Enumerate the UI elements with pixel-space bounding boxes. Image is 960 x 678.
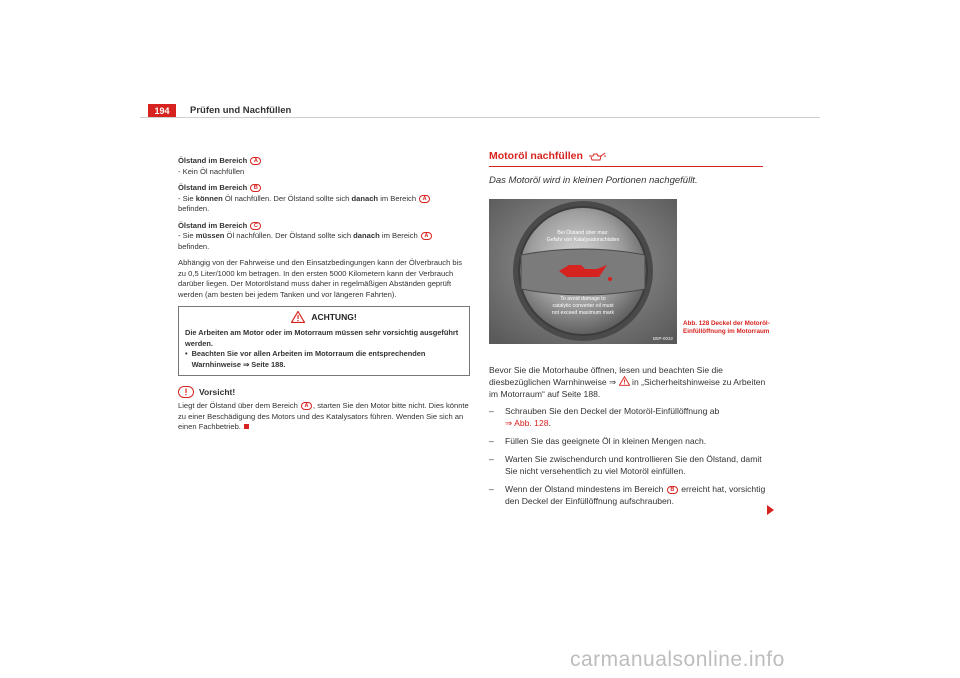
step-text (505, 483, 769, 507)
text-fragment: im Bereich (378, 193, 419, 203)
safety-paragraph (489, 364, 769, 400)
warning-triangle-icon (619, 376, 630, 386)
text-fragment: erreicht hat, vorsichtig den Deckel der Einfüllöffnung aufschrauben. (505, 484, 766, 506)
instructions (489, 364, 769, 513)
cap-text-de-1: Bei Ölstand über max: (557, 230, 609, 236)
step-dash: – (489, 406, 494, 416)
continue-arrow-icon (767, 505, 774, 515)
oil-level-c-label: Ölstand im Bereich (178, 220, 248, 230)
figure-caption: Abb. 128 Deckel der Motoröl-Einfüllöffnung im Motorraum (683, 320, 770, 335)
step-text: Warten Sie zwischendurch und kontrollieren Sie den Ölstand, damit Sie nicht versehentlich zu viel Motoröl einfüllen. (505, 454, 762, 476)
text-fragment: in „Sicherheitshinweise zu Arbeiten im Motorraum“ auf Seite 188. (489, 377, 766, 399)
cap-text-de-2: Gefahr von Katalysatorschäden (546, 237, 620, 243)
warning-line: Beachten Sie vor allen Arbeiten im Motorraum die entsprechenden Warnhinweise ⇒ Seite 188. (191, 349, 426, 369)
oil-cap-illustration (489, 199, 677, 344)
marker-a: A (301, 402, 312, 410)
marker-b: B (667, 486, 678, 494)
oil-level-b-label: Ölstand im Bereich (178, 183, 248, 192)
section-title-text: Motoröl nachfüllen (489, 150, 583, 162)
header-divider (140, 117, 820, 118)
marker-c: C (250, 222, 261, 230)
oil-level-b (178, 183, 470, 215)
step-text (505, 405, 719, 429)
caution-title: Vorsicht! (199, 386, 236, 397)
end-mark-icon (244, 424, 249, 429)
caution-text (178, 401, 470, 433)
step-dash: – (489, 436, 494, 446)
text-fragment: befinden. (178, 241, 210, 251)
text-fragment: Öl nachfüllen. Der Ölstand sollte sich (222, 193, 352, 203)
text-fragment: befinden. (178, 204, 210, 213)
oil-level-a (178, 156, 470, 177)
text-fragment: - Sie (178, 231, 196, 240)
warning-line: Die Arbeiten am Motor oder im Motorraum müssen sehr vorsichtig ausgeführt werden. (185, 328, 459, 348)
text-fragment: Öl nachfüllen. Der Ölstand sollte sich (224, 231, 354, 240)
text-fragment: Schrauben Sie den Deckel der Motoröl-Einfüllöffnung ab (505, 406, 720, 416)
text-fragment: . (548, 418, 551, 428)
oil-can-icon (588, 152, 606, 161)
running-title: Prüfen und Nachfüllen (190, 105, 292, 116)
step-item (489, 453, 769, 477)
marker-a: A (250, 157, 261, 165)
warning-header (179, 307, 469, 325)
text-emphasis: danach (353, 231, 380, 240)
section-intro: Das Motoröl wird in kleinen Portionen nachgefüllt. (489, 175, 698, 186)
marker-a: A (419, 195, 430, 203)
step-dash: – (489, 484, 494, 494)
section-title (489, 150, 763, 167)
watermark: carmanualsonline.info (570, 648, 785, 671)
bullet: • (185, 349, 188, 358)
caution-header (178, 386, 470, 398)
oil-level-a-label: Ölstand im Bereich (178, 156, 248, 165)
page-number: 194 (148, 104, 176, 118)
cap-text-en-2: catalytic converter oil must (552, 303, 614, 309)
cap-text-en-3: not exceed maximum mark (551, 310, 615, 316)
consumption-paragraph: Abhängig von der Fahrweise und den Einsatzbedingungen kann der Ölverbrauch bis zu 0,5 Liter/1000 km betragen. In den ersten 5000 Kilometern kann der Verbrauch darüber liegen. Der Motorölstand muss daher in regelmäßigen Abständen geprüft werden (am besten bei jedem Tanken und vor längeren Fahrten). (178, 258, 463, 299)
text-fragment: - Sie (178, 193, 196, 203)
text-emphasis: müssen (195, 231, 225, 240)
figure-link[interactable]: ⇒ Abb. 128 (505, 418, 549, 428)
oil-level-a-text: - Kein Öl nachfüllen (178, 166, 245, 176)
cap-text-en-1: To avoid damage to (560, 296, 606, 302)
text-fragment: im Bereich (379, 231, 420, 240)
text-emphasis: danach (351, 193, 379, 203)
warning-box (178, 306, 470, 376)
warning-bullet-item (185, 349, 463, 370)
marker-a: A (421, 232, 432, 240)
caution-icon (178, 386, 194, 398)
left-column (178, 156, 470, 439)
text-fragment: Wenn der Ölstand mindestens im Bereich (505, 484, 666, 494)
warning-title: ACHTUNG! (311, 311, 357, 322)
text-emphasis: können (195, 193, 223, 203)
step-dash: – (489, 454, 494, 464)
figure-oil-cap (489, 199, 677, 344)
text-fragment: Liegt der Ölstand über dem Bereich (178, 401, 300, 410)
oil-level-c (178, 221, 470, 253)
text-fragment: Bevor Sie die Motorhaube öffnen, lesen und beachten Sie die diesbezüglichen Warnhinweise ⇒ (489, 365, 723, 387)
step-item (489, 483, 769, 507)
warning-body (179, 325, 469, 375)
step-text: Füllen Sie das geeignete Öl in kleinen Mengen nach. (505, 436, 707, 446)
caution-block (178, 386, 470, 433)
warning-triangle-icon (291, 311, 305, 323)
text-fragment: , starten Sie den Motor bitte nicht. Dies könnte zu einer Beschädigung des Motors und des Katalysators führen. Wenden Sie sich an einen Fachbetrieb. (178, 401, 469, 431)
marker-b: B (250, 184, 261, 192)
step-item (489, 405, 769, 429)
right-column (489, 150, 779, 186)
figure-code: B5P-0032 (652, 336, 673, 341)
step-item (489, 435, 769, 447)
